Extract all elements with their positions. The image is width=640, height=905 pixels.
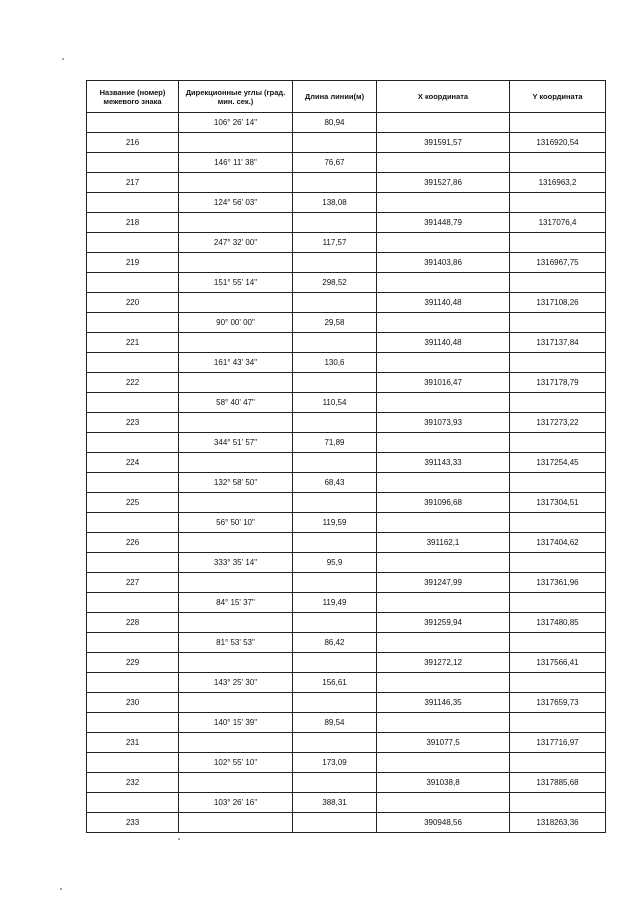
cell-marker-name <box>87 593 179 613</box>
cell-x-coordinate <box>377 273 510 293</box>
cell-bearing: 58° 40' 47" <box>179 393 293 413</box>
cell-x-coordinate: 391247,99 <box>377 573 510 593</box>
table-row <box>87 633 606 653</box>
cell-y-coordinate <box>510 593 606 613</box>
cell-marker-name: 220 <box>87 293 179 313</box>
cell-bearing: 344° 51' 57" <box>179 433 293 453</box>
cell-x-coordinate: 391143,33 <box>377 453 510 473</box>
cell-marker-name <box>87 353 179 373</box>
table-row <box>87 113 606 133</box>
cell-marker-name <box>87 313 179 333</box>
table-row <box>87 413 606 433</box>
cell-line-length <box>293 453 377 473</box>
cell-bearing: 84° 15' 37" <box>179 593 293 613</box>
cell-bearing: 247° 32' 00" <box>179 233 293 253</box>
cell-line-length: 173,09 <box>293 753 377 773</box>
cell-line-length: 89,54 <box>293 713 377 733</box>
cell-marker-name <box>87 233 179 253</box>
cell-y-coordinate <box>510 753 606 773</box>
cell-marker-name <box>87 193 179 213</box>
cell-marker-name: 223 <box>87 413 179 433</box>
cell-bearing <box>179 213 293 233</box>
cell-y-coordinate: 1316963,2 <box>510 173 606 193</box>
table-row <box>87 733 606 753</box>
table-row <box>87 593 606 613</box>
cell-x-coordinate <box>377 553 510 573</box>
cell-marker-name: 217 <box>87 173 179 193</box>
cell-bearing <box>179 293 293 313</box>
cell-x-coordinate <box>377 193 510 213</box>
cell-line-length: 130,6 <box>293 353 377 373</box>
cell-marker-name: 230 <box>87 693 179 713</box>
cell-line-length: 119,59 <box>293 513 377 533</box>
cell-marker-name <box>87 473 179 493</box>
table-row <box>87 293 606 313</box>
table-row <box>87 173 606 193</box>
cell-y-coordinate <box>510 313 606 333</box>
table-row <box>87 553 606 573</box>
cell-marker-name <box>87 753 179 773</box>
cell-bearing <box>179 253 293 273</box>
cell-bearing <box>179 173 293 193</box>
cell-line-length: 110,54 <box>293 393 377 413</box>
cell-y-coordinate: 1317566,41 <box>510 653 606 673</box>
cell-bearing <box>179 373 293 393</box>
table-row <box>87 333 606 353</box>
cell-marker-name <box>87 713 179 733</box>
cell-y-coordinate: 1317254,45 <box>510 453 606 473</box>
cell-y-coordinate: 1317273,22 <box>510 413 606 433</box>
cell-y-coordinate: 1316967,75 <box>510 253 606 273</box>
table-row <box>87 453 606 473</box>
cell-marker-name: 229 <box>87 653 179 673</box>
cell-marker-name <box>87 673 179 693</box>
cell-line-length <box>293 613 377 633</box>
cell-bearing: 56° 50' 10" <box>179 513 293 533</box>
cell-line-length: 119,49 <box>293 593 377 613</box>
cell-y-coordinate <box>510 473 606 493</box>
cell-bearing <box>179 573 293 593</box>
cell-bearing <box>179 653 293 673</box>
cell-y-coordinate: 1317404,62 <box>510 533 606 553</box>
cell-marker-name <box>87 273 179 293</box>
table-row <box>87 713 606 733</box>
cell-y-coordinate: 1317304,51 <box>510 493 606 513</box>
cell-x-coordinate: 391016,47 <box>377 373 510 393</box>
cell-x-coordinate: 391140,48 <box>377 293 510 313</box>
cell-bearing <box>179 133 293 153</box>
cell-y-coordinate: 1317716,97 <box>510 733 606 753</box>
cell-y-coordinate <box>510 633 606 653</box>
cell-marker-name: 222 <box>87 373 179 393</box>
cell-line-length: 29,58 <box>293 313 377 333</box>
cell-y-coordinate <box>510 793 606 813</box>
cell-line-length: 138,08 <box>293 193 377 213</box>
cell-bearing: 106° 26' 14" <box>179 113 293 133</box>
cell-marker-name: 233 <box>87 813 179 833</box>
cell-bearing <box>179 813 293 833</box>
table-row <box>87 753 606 773</box>
cell-y-coordinate <box>510 273 606 293</box>
cell-x-coordinate <box>377 633 510 653</box>
table-row <box>87 613 606 633</box>
cell-x-coordinate <box>377 353 510 373</box>
cell-bearing: 132° 58' 50" <box>179 473 293 493</box>
cell-x-coordinate <box>377 793 510 813</box>
cell-y-coordinate <box>510 393 606 413</box>
cell-x-coordinate: 391038,8 <box>377 773 510 793</box>
table-row <box>87 253 606 273</box>
cell-line-length <box>293 493 377 513</box>
table-row <box>87 793 606 813</box>
header-line-length: Длина линии(м) <box>293 81 377 113</box>
cell-x-coordinate: 391272,12 <box>377 653 510 673</box>
cell-line-length <box>293 333 377 353</box>
cell-marker-name: 231 <box>87 733 179 753</box>
cell-x-coordinate <box>377 393 510 413</box>
cell-y-coordinate: 1317076,4 <box>510 213 606 233</box>
cell-marker-name: 225 <box>87 493 179 513</box>
cell-x-coordinate: 391140,48 <box>377 333 510 353</box>
cell-marker-name: 224 <box>87 453 179 473</box>
cell-y-coordinate <box>510 673 606 693</box>
cell-y-coordinate <box>510 193 606 213</box>
table-row <box>87 773 606 793</box>
scan-speck <box>178 838 180 840</box>
header-x-coordinate: X координата <box>377 81 510 113</box>
cell-x-coordinate <box>377 673 510 693</box>
cell-x-coordinate: 391077,5 <box>377 733 510 753</box>
table-row <box>87 273 606 293</box>
cell-y-coordinate: 1318263,36 <box>510 813 606 833</box>
cell-bearing <box>179 733 293 753</box>
table-row <box>87 213 606 233</box>
cell-line-length: 95,9 <box>293 553 377 573</box>
cell-x-coordinate <box>377 753 510 773</box>
table-header-row <box>87 81 606 113</box>
cell-x-coordinate <box>377 153 510 173</box>
cell-y-coordinate: 1317480,85 <box>510 613 606 633</box>
cell-line-length: 117,57 <box>293 233 377 253</box>
cell-x-coordinate: 391162,1 <box>377 533 510 553</box>
cell-x-coordinate <box>377 313 510 333</box>
cell-line-length <box>293 813 377 833</box>
cell-y-coordinate <box>510 713 606 733</box>
table-row <box>87 473 606 493</box>
cell-y-coordinate <box>510 553 606 573</box>
cell-y-coordinate <box>510 513 606 533</box>
cell-line-length <box>293 733 377 753</box>
cell-y-coordinate: 1317659,73 <box>510 693 606 713</box>
table-row <box>87 653 606 673</box>
cell-line-length: 86,42 <box>293 633 377 653</box>
cell-x-coordinate <box>377 473 510 493</box>
cell-x-coordinate: 391448,79 <box>377 213 510 233</box>
cell-bearing: 143° 25' 30" <box>179 673 293 693</box>
table-row <box>87 133 606 153</box>
cell-marker-name <box>87 113 179 133</box>
cell-line-length <box>293 653 377 673</box>
table-body <box>87 113 606 833</box>
cell-bearing: 124° 56' 03" <box>179 193 293 213</box>
table-row <box>87 693 606 713</box>
table-row <box>87 373 606 393</box>
cell-y-coordinate: 1317361,96 <box>510 573 606 593</box>
cell-marker-name <box>87 153 179 173</box>
table-row <box>87 153 606 173</box>
cell-line-length: 80,94 <box>293 113 377 133</box>
cell-marker-name <box>87 553 179 573</box>
cell-line-length <box>293 773 377 793</box>
cell-x-coordinate <box>377 233 510 253</box>
cell-bearing <box>179 493 293 513</box>
cell-bearing <box>179 773 293 793</box>
cell-y-coordinate <box>510 153 606 173</box>
cell-x-coordinate <box>377 513 510 533</box>
cell-x-coordinate <box>377 433 510 453</box>
cell-bearing <box>179 453 293 473</box>
cell-marker-name: 218 <box>87 213 179 233</box>
cell-line-length: 68,43 <box>293 473 377 493</box>
cell-bearing: 146° 11' 38" <box>179 153 293 173</box>
header-bearing: Дирекционные углы (град. мин. сек.) <box>179 81 293 113</box>
cell-bearing <box>179 613 293 633</box>
cell-line-length: 388,31 <box>293 793 377 813</box>
table-row <box>87 433 606 453</box>
header-marker-name: Название (номер) межевого знака <box>87 81 179 113</box>
cell-y-coordinate <box>510 433 606 453</box>
cell-marker-name <box>87 513 179 533</box>
cell-x-coordinate: 391527,86 <box>377 173 510 193</box>
cell-line-length <box>293 293 377 313</box>
cell-marker-name <box>87 633 179 653</box>
cell-line-length <box>293 253 377 273</box>
table-row <box>87 673 606 693</box>
cell-marker-name <box>87 793 179 813</box>
table-row <box>87 533 606 553</box>
table-row <box>87 393 606 413</box>
cell-marker-name: 221 <box>87 333 179 353</box>
cell-bearing: 161° 43' 34" <box>179 353 293 373</box>
cell-y-coordinate <box>510 113 606 133</box>
cell-line-length <box>293 693 377 713</box>
cell-line-length <box>293 213 377 233</box>
cell-line-length: 71,89 <box>293 433 377 453</box>
table-row <box>87 573 606 593</box>
cell-bearing: 151° 55' 14" <box>179 273 293 293</box>
table-row <box>87 513 606 533</box>
cell-bearing: 90° 00' 00" <box>179 313 293 333</box>
table-row <box>87 233 606 253</box>
cell-bearing <box>179 693 293 713</box>
cell-line-length <box>293 373 377 393</box>
cell-marker-name: 219 <box>87 253 179 273</box>
cell-x-coordinate <box>377 713 510 733</box>
cell-marker-name: 216 <box>87 133 179 153</box>
cell-bearing <box>179 413 293 433</box>
cell-x-coordinate: 391146,35 <box>377 693 510 713</box>
cell-y-coordinate: 1317137,84 <box>510 333 606 353</box>
cell-line-length <box>293 413 377 433</box>
cell-line-length <box>293 533 377 553</box>
cell-marker-name <box>87 393 179 413</box>
cell-x-coordinate: 391403,86 <box>377 253 510 273</box>
cell-line-length: 298,52 <box>293 273 377 293</box>
cell-bearing: 102° 55' 10" <box>179 753 293 773</box>
table-row <box>87 313 606 333</box>
cell-bearing: 333° 35' 14" <box>179 553 293 573</box>
cell-line-length: 76,67 <box>293 153 377 173</box>
cell-x-coordinate: 391591,57 <box>377 133 510 153</box>
cell-bearing <box>179 333 293 353</box>
boundary-coordinates-table <box>86 80 606 833</box>
cell-x-coordinate <box>377 593 510 613</box>
cell-marker-name: 226 <box>87 533 179 553</box>
cell-y-coordinate <box>510 353 606 373</box>
cell-y-coordinate: 1317178,79 <box>510 373 606 393</box>
header-y-coordinate: Y координата <box>510 81 606 113</box>
cell-marker-name: 227 <box>87 573 179 593</box>
cell-bearing <box>179 533 293 553</box>
cell-marker-name: 228 <box>87 613 179 633</box>
scan-speck <box>62 58 64 60</box>
cell-y-coordinate: 1317108,26 <box>510 293 606 313</box>
scan-speck <box>60 888 62 890</box>
cell-y-coordinate: 1317885,68 <box>510 773 606 793</box>
cell-y-coordinate <box>510 233 606 253</box>
cell-x-coordinate: 391073,93 <box>377 413 510 433</box>
table-row <box>87 193 606 213</box>
cell-x-coordinate <box>377 113 510 133</box>
cell-line-length: 156,61 <box>293 673 377 693</box>
cell-bearing: 103° 26' 16" <box>179 793 293 813</box>
cell-bearing: 140° 15' 39" <box>179 713 293 733</box>
table-row <box>87 813 606 833</box>
cell-bearing: 81° 53' 53" <box>179 633 293 653</box>
cell-x-coordinate: 391259,94 <box>377 613 510 633</box>
cell-y-coordinate: 1316920,54 <box>510 133 606 153</box>
cell-marker-name <box>87 433 179 453</box>
table-row <box>87 353 606 373</box>
table-row <box>87 493 606 513</box>
cell-x-coordinate: 390948,56 <box>377 813 510 833</box>
cell-line-length <box>293 133 377 153</box>
cell-x-coordinate: 391096,68 <box>377 493 510 513</box>
cell-line-length <box>293 173 377 193</box>
cell-line-length <box>293 573 377 593</box>
cell-marker-name: 232 <box>87 773 179 793</box>
